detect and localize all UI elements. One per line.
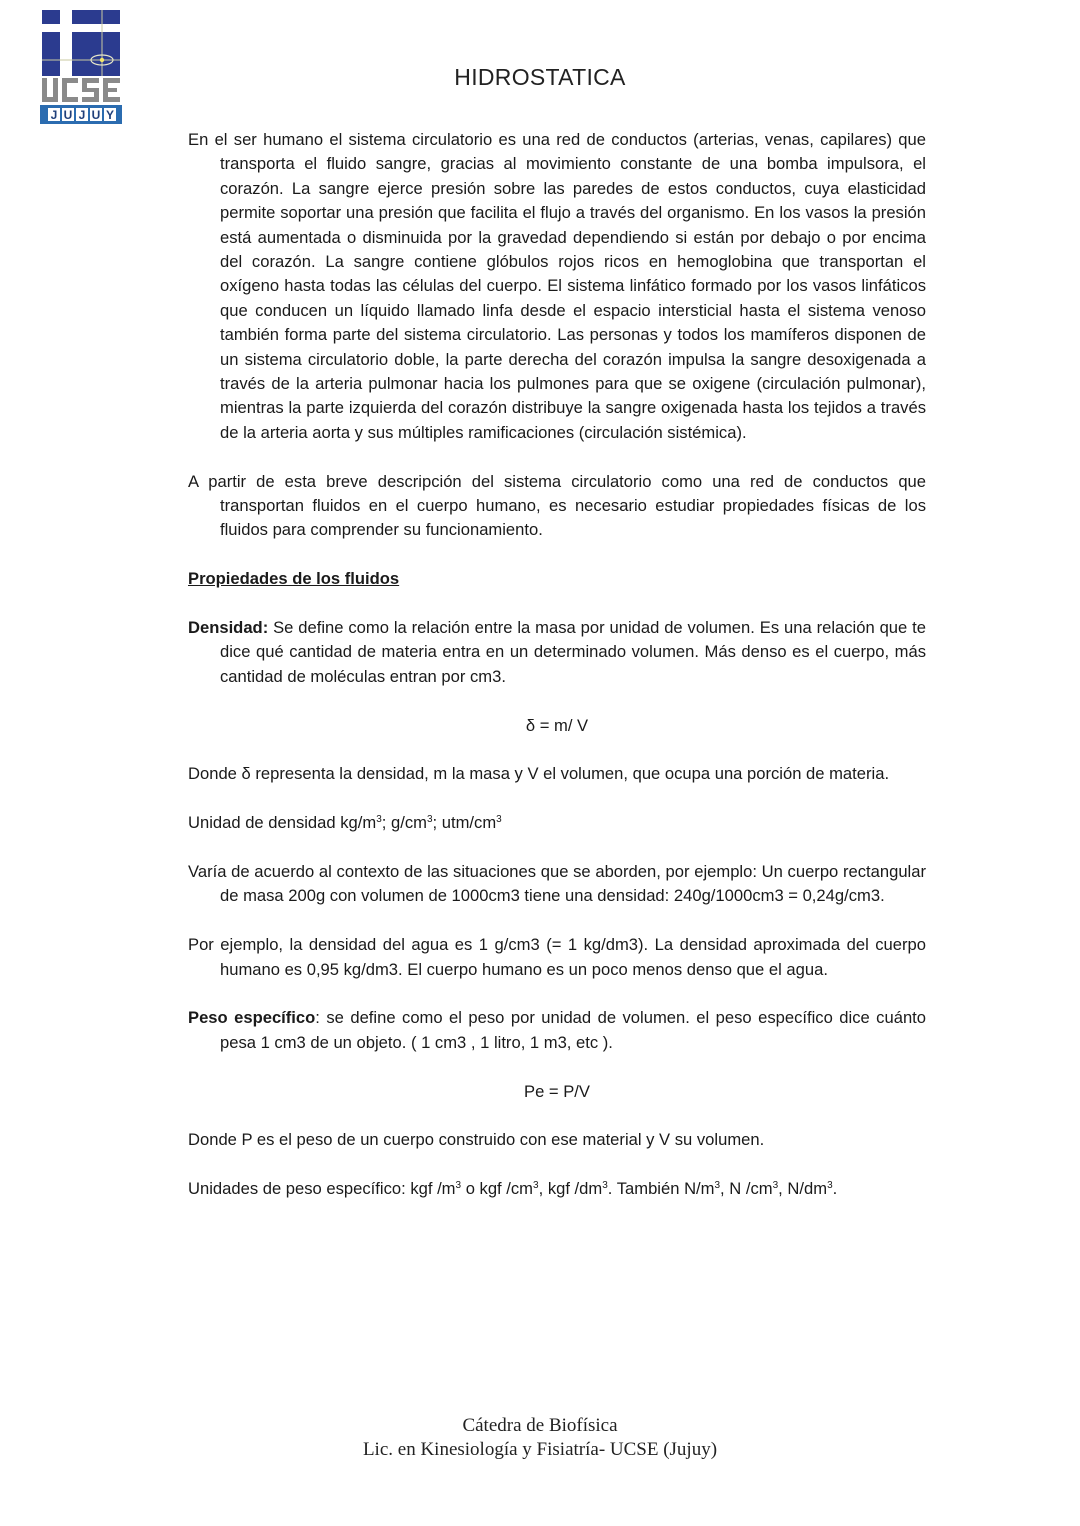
specific-weight-label: Peso específico: [188, 1008, 316, 1028]
unit-separator: ;: [432, 813, 442, 833]
unit-exponent: 3: [602, 1180, 608, 1192]
density-definition-text: Se define como la relación entre la masa por unidad de volumen. Es una relación que te dice qué cantidad de materia entra en un determinado volumen. Más denso es el cuerpo, más cantidad de moléculas entran por cm3.: [220, 618, 926, 686]
svg-text:J: J: [50, 108, 58, 122]
unit-base: kgf /cm: [479, 1179, 534, 1199]
unit-separator: ,: [778, 1179, 788, 1199]
specific-weight-unit: [480, 1179, 548, 1198]
unit-base: N/dm: [787, 1179, 828, 1199]
specific-weight-unit: [729, 1179, 787, 1198]
density-unit: [391, 813, 442, 832]
specific-weight-explanation: Donde P es el peso de un cuerpo construido con ese material y V su volumen.: [188, 1130, 765, 1150]
unit-separator: ,: [720, 1179, 730, 1199]
specific-weight-unit: [410, 1179, 479, 1198]
page-title: HIDROSTATICA: [454, 64, 626, 90]
specific-weight-unit: [787, 1179, 837, 1198]
unit-base: kg/m: [340, 813, 377, 833]
unit-base: N/m: [684, 1179, 715, 1199]
density-units-prefix: Unidad de densidad: [188, 813, 341, 833]
specific-weight-definition: [188, 1006, 926, 1055]
intro-paragraph: En el ser humano el sistema circulatorio es una red de conductos (arterias, venas, capilares) que transporta el fluido sangre, gracias al movimiento constante de una bomba impulsora, el corazón. La sangre ejerce presión sobre las paredes de estos conductos, cuya elasticidad permite soportar una presión que facilita el flujo a través del organismo. En los vasos la presión está aumentada o disminuida por la gravedad dependiendo si están por debajo o por encima del corazón. La sangre contiene glóbulos rojos ricos en hemoglobina que transportan el oxígeno hasta todas las células del cuerpo. El sistema linfático formado por los vasos linfáticos que conducen un líquido llamado linfa desde el espacio intersticial hasta el sistema venoso también forma parte del sistema circulatorio. Las personas y todos los mamíferos disponen de un sistema circulatorio doble, la parte derecha del corazón impulsa la sangre desoxigenada a través de la arteria pulmonar hacia los pulmones para que se oxigene (circulación pulmonar), mientras la parte izquierda del corazón distribuye la sangre oxigenada hasta los tejidos a través de la arteria aorta y sus múltiples ramificaciones (circulación sistémica).: [188, 130, 926, 442]
unit-separator: o: [461, 1179, 480, 1199]
unit-exponent: 3: [496, 814, 502, 826]
density-label: Densidad:: [188, 618, 269, 638]
specific-weight-unit: [548, 1179, 684, 1198]
unit-base: N /cm: [729, 1179, 773, 1199]
density-definition: [188, 616, 926, 689]
unit-exponent: 3: [827, 1180, 833, 1192]
specific-weight-units-prefix: Unidades de peso específico:: [188, 1179, 411, 1199]
specific-weight-formula: Pe = P/V: [524, 1081, 590, 1101]
unit-exponent: 3: [376, 814, 382, 826]
svg-text:U: U: [91, 108, 101, 122]
density-example-1: Varía de acuerdo al contexto de las situaciones que se aborden, por ejemplo: Un cuerpo rectangular de masa 200g con volumen de 1000cm3 tiene una densidad: 240g/1000cm3 = 0,24g/cm3.: [188, 862, 926, 906]
footer-course: Cátedra de Biofísica: [462, 1415, 618, 1436]
unit-base: kgf /m: [410, 1179, 456, 1199]
density-unit: [442, 813, 502, 832]
svg-text:J: J: [78, 108, 86, 122]
density-formula: δ = m/ V: [525, 715, 589, 735]
unit-exponent: 3: [772, 1180, 779, 1192]
unit-base: utm/cm: [441, 813, 497, 833]
page-footer: [0, 1414, 1080, 1462]
specific-weight-unit: [684, 1179, 729, 1198]
unit-exponent: 3: [426, 814, 433, 826]
context-paragraph: A partir de esta breve descripción del sistema circulatorio como una red de conductos que transportan fluidos en el cuerpo humano, es necesario estudiar propiedades físicas de los fluidos para comprender su funcionamiento.: [188, 471, 926, 540]
unit-separator: .: [832, 1179, 838, 1199]
svg-text:Y: Y: [105, 108, 115, 122]
unit-separator: ;: [381, 813, 391, 833]
footer-program: Lic. en Kinesiología y Fisiatría- UCSE (Jujuy): [362, 1439, 718, 1460]
density-explanation: Donde δ representa la densidad, m la masa y V el volumen, que ocupa una porción de materia.: [188, 764, 890, 784]
section-heading: Propiedades de los fluidos: [188, 569, 400, 589]
density-unit: [340, 813, 391, 832]
specific-weight-definition-text: : se define como el peso por unidad de volumen. el peso específico dice cuánto pesa 1 cm3 de un objeto. ( 1 cm3 , 1 litro, 1 m3, etc ).: [220, 1008, 927, 1052]
specific-weight-units: [188, 1177, 926, 1201]
unit-exponent: 3: [455, 1180, 462, 1192]
unit-exponent: 3: [533, 1180, 539, 1192]
unit-separator: ,: [538, 1179, 548, 1199]
unit-base: g/cm: [391, 813, 427, 833]
unit-exponent: 3: [714, 1180, 721, 1192]
density-units: [188, 811, 926, 835]
svg-text:U: U: [63, 108, 73, 122]
unit-base: kgf /dm: [547, 1179, 603, 1199]
unit-separator: . También: [607, 1179, 685, 1199]
document-body: [188, 128, 926, 1226]
density-example-2: Por ejemplo, la densidad del agua es 1 g/cm3 (= 1 kg/dm3). La densidad aproximada del cuerpo humano es 0,95 kg/dm3. El cuerpo humano es un poco menos denso que el agua.: [188, 935, 926, 979]
